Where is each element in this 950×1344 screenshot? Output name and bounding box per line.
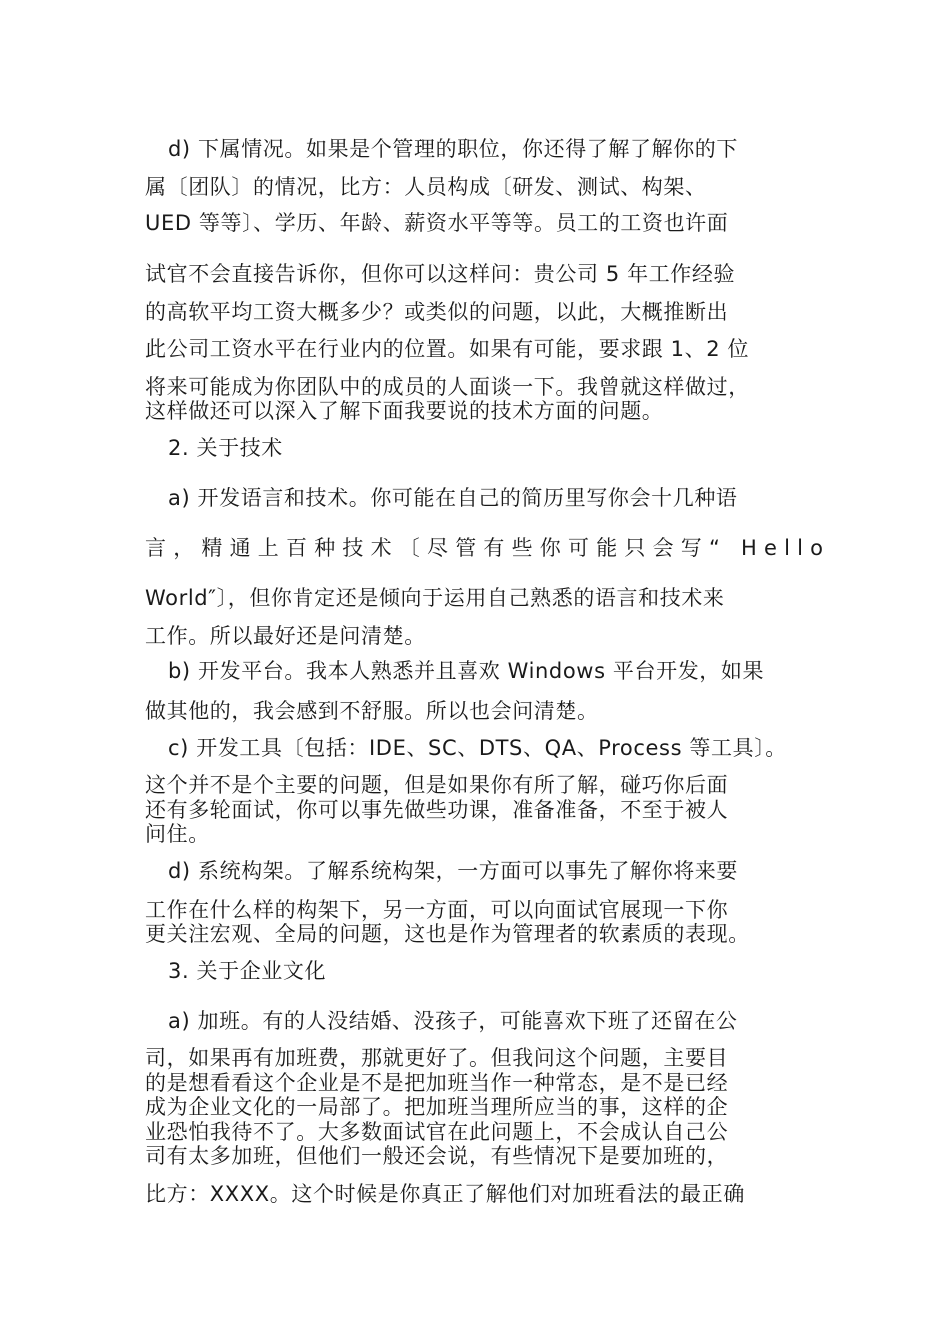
- paragraph-line: 比方：XXXX。这个时候是你真正了解他们对加班看法的最正确: [145, 1182, 745, 1206]
- paragraph-line: d) 系统构架。了解系统构架，一方面可以事先了解你将来要: [168, 859, 738, 883]
- paragraph-line: 的高软平均工资大概多少？或类似的问题，以此，大概推断出: [145, 300, 729, 324]
- paragraph-line: 工作。所以最好还是问清楚。: [145, 624, 426, 648]
- paragraph-line: 司有太多加班，但他们一般还会说，有些情况下是要加班的，: [145, 1144, 729, 1168]
- paragraph-line: 司，如果再有加班费，那就更好了。但我问这个问题，主要目: [145, 1046, 729, 1070]
- paragraph-line: a) 加班。有的人没结婚、没孩子，可能喜欢下班了还留在公: [168, 1009, 738, 1033]
- section-heading: 2. 关于技术: [168, 436, 283, 460]
- paragraph-line: 成为企业文化的一局部了。把加班当理所应当的事，这样的企: [145, 1095, 729, 1119]
- paragraph-line: World″〕，但你肯定还是倾向于运用自己熟悉的语言和技术来: [145, 586, 725, 610]
- paragraph-line: UED 等等〕、学历、年龄、薪资水平等等。员工的工资也许面: [145, 211, 729, 235]
- paragraph-line: 试官不会直接告诉你，但你可以这样问：贵公司 5 年工作经验: [145, 262, 736, 286]
- paragraph-line: 此公司工资水平在行业内的位置。如果有可能，要求跟 1、2 位: [145, 337, 750, 361]
- paragraph-line: 更关注宏观、全局的问题，这也是作为管理者的软素质的表现。: [145, 922, 750, 946]
- paragraph-line: 言，精通上百种技术〔尽管有些你可能只会写“ Hello: [145, 536, 831, 560]
- paragraph-line: a) 开发语言和技术。你可能在自己的简历里写你会十几种语: [168, 486, 738, 510]
- paragraph-line: 问住。: [145, 822, 210, 846]
- paragraph-line: c) 开发工具〔包括：IDE、SC、DTS、QA、Process 等工具〕。: [168, 736, 787, 760]
- paragraph-line: 工作在什么样的构架下，另一方面，可以向面试官展现一下你: [145, 898, 729, 922]
- paragraph-line: 还有多轮面试，你可以事先做些功课，准备准备，不至于被人: [145, 798, 729, 822]
- paragraph-line: 属〔团队〕的情况，比方：人员构成〔研发、测试、构架、: [145, 175, 707, 199]
- paragraph-line: 这样做还可以深入了解下面我要说的技术方面的问题。: [145, 399, 664, 423]
- paragraph-line: 这个并不是个主要的问题，但是如果你有所了解，碰巧你后面: [145, 773, 729, 797]
- paragraph-line: d) 下属情况。如果是个管理的职位，你还得了解了解你的下: [168, 137, 738, 161]
- paragraph-line: 的是想看看这个企业是不是把加班当作一种常态，是不是已经: [145, 1071, 729, 1095]
- paragraph-line: 将来可能成为你团队中的成员的人面谈一下。我曾就这样做过，: [145, 375, 750, 399]
- paragraph-line: 业恐怕我待不了。大多数面试官在此问题上，不会成认自己公: [145, 1120, 729, 1144]
- paragraph-line: b) 开发平台。我本人熟悉并且喜欢 Windows 平台开发，如果: [168, 659, 765, 683]
- paragraph-line: 做其他的，我会感到不舒服。所以也会问清楚。: [145, 699, 599, 723]
- section-heading: 3. 关于企业文化: [168, 959, 327, 983]
